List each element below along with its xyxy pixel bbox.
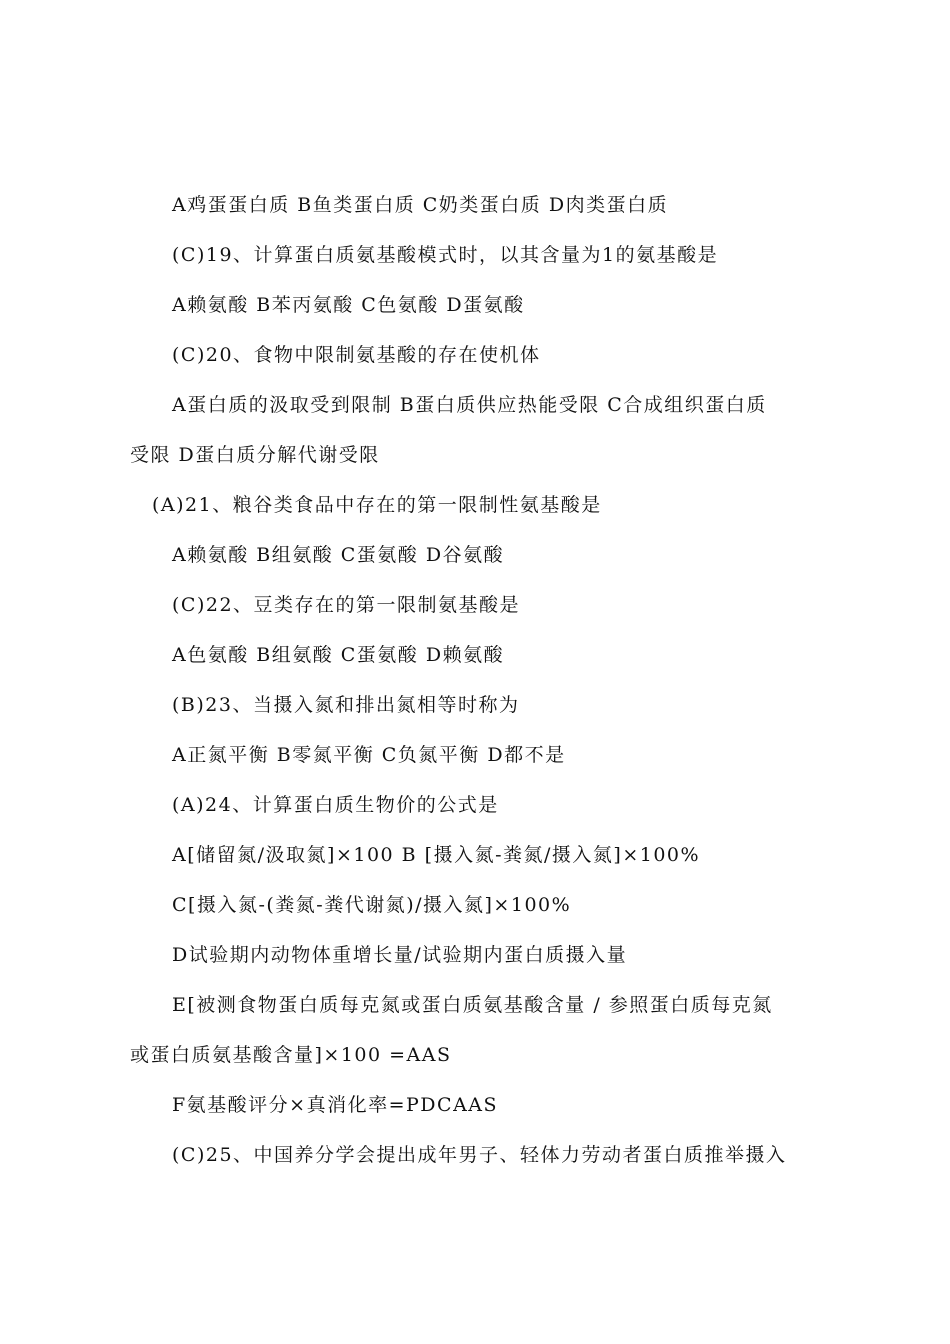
text-line: A色氨酸 B组氨酸 C蛋氨酸 D赖氨酸 [172, 644, 505, 666]
question-line: (C)25、中国养分学会提出成年男子、轻体力劳动者蛋白质推举摄入 [172, 1144, 787, 1166]
question-line: (A)21、粮谷类食品中存在的第一限制性氨基酸是 [152, 494, 602, 516]
text-line: A正氮平衡 B零氮平衡 C负氮平衡 D都不是 [172, 744, 566, 766]
question-line: (C)20、食物中限制氨基酸的存在使机体 [172, 344, 541, 366]
text-line: A赖氨酸 B组氨酸 C蛋氨酸 D谷氨酸 [172, 544, 505, 566]
formula-line: A[储留氮/汲取氮]×100 B [摄入氮-粪氮/摄入氮]×100% [172, 844, 701, 866]
question-line: (B)23、当摄入氮和排出氮相等时称为 [172, 694, 520, 716]
question-line: (C)19、计算蛋白质氨基酸模式时，以其含量为1的氨基酸是 [172, 244, 719, 266]
text-line: 受限 D蛋白质分解代谢受限 [130, 444, 380, 466]
text-line: A鸡蛋蛋白质 B鱼类蛋白质 C奶类蛋白质 D肉类蛋白质 [172, 194, 669, 216]
formula-line: C[摄入氮-(粪氮-粪代谢氮)/摄入氮]×100% [172, 894, 572, 916]
question-line: (C)22、豆类存在的第一限制氨基酸是 [172, 594, 521, 616]
formula-line: 或蛋白质氨基酸含量]×100 =AAS [130, 1044, 452, 1066]
formula-line: E[被测食物蛋白质每克氮或蛋白质氨基酸含量 / 参照蛋白质每克氮 [172, 994, 773, 1016]
question-line: (A)24、计算蛋白质生物价的公式是 [172, 794, 499, 816]
formula-line: D试验期内动物体重增长量/试验期内蛋白质摄入量 [172, 944, 628, 966]
text-line: A赖氨酸 B苯丙氨酸 C色氨酸 D蛋氨酸 [172, 294, 525, 316]
formula-line: F氨基酸评分×真消化率=PDCAAS [172, 1094, 499, 1116]
text-line: A蛋白质的汲取受到限制 B蛋白质供应热能受限 C合成组织蛋白质 [172, 394, 767, 416]
